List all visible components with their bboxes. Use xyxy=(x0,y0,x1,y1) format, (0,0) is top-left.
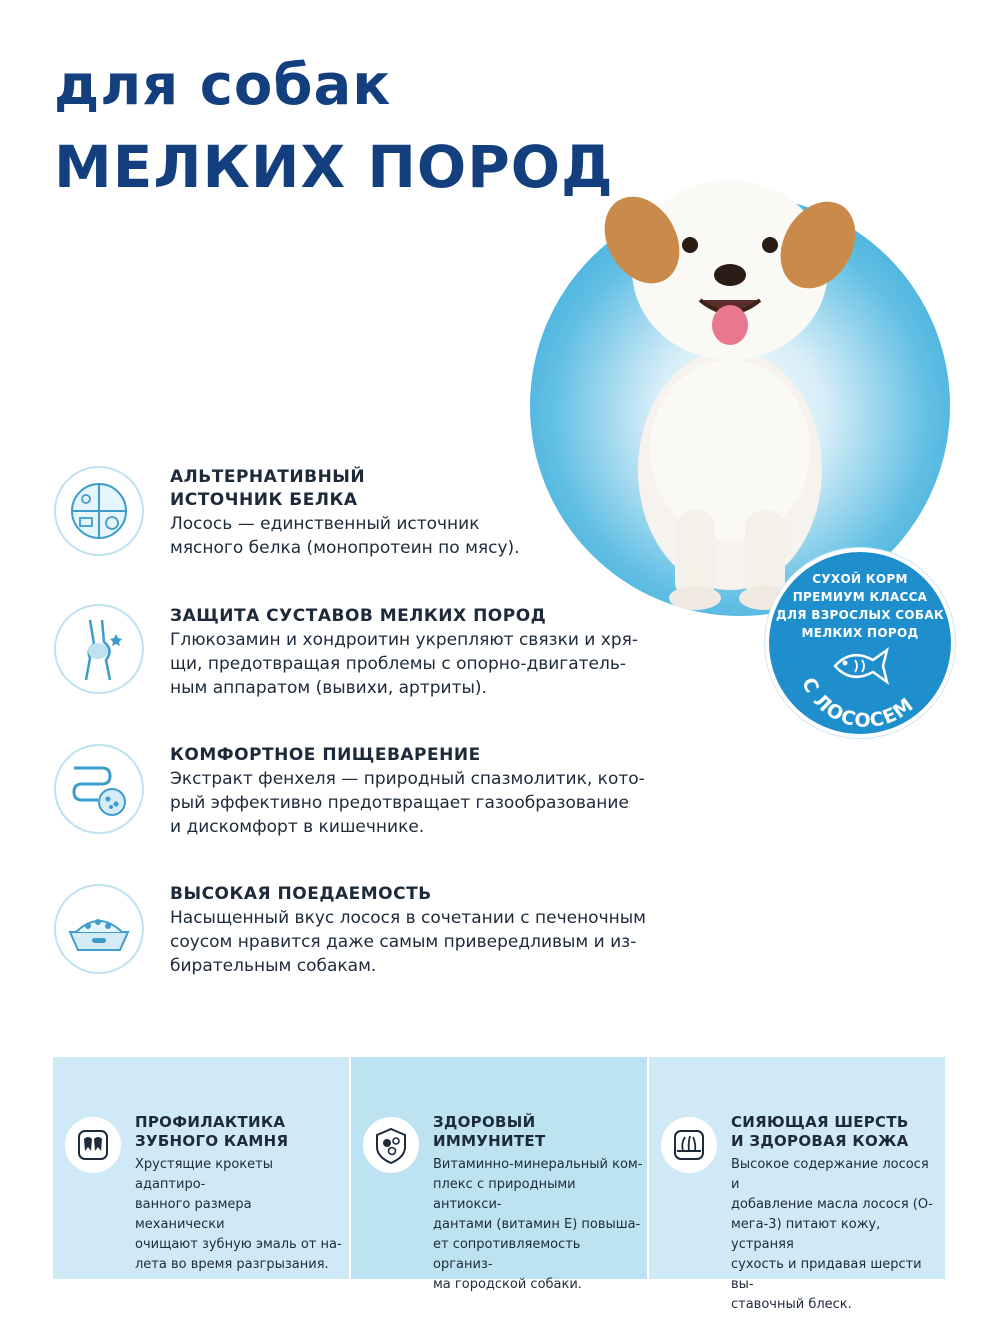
benefit-2-title xyxy=(433,1113,546,1151)
immunity-icon xyxy=(363,1117,419,1173)
benefit-2-title-line-2: ИММУНИТЕТ xyxy=(433,1132,546,1150)
benefit-2-text xyxy=(433,1155,643,1295)
badge-line-4: МЕЛКИХ ПОРОД xyxy=(801,626,919,640)
benefit-3-title-line-2: И ЗДОРОВАЯ КОЖА xyxy=(731,1132,909,1150)
benefit-2-text-line-4: ет сопротивляемость организ- xyxy=(433,1237,581,1272)
feature-2-text-line-3: ным аппаратом (вывихи, артриты). xyxy=(170,678,487,698)
benefits-panel xyxy=(53,1057,945,1312)
benefit-column-teeth xyxy=(53,1057,349,1279)
feature-4-text-line-1: Насыщенный вкус лосося в сочетании с печеночным xyxy=(170,908,646,928)
dog-illustration xyxy=(580,150,880,610)
feature-3-text-line-3: и дискомфорт в кишечнике. xyxy=(170,817,425,837)
feature-1-text-line-1: Лосось — единственный источник xyxy=(170,514,480,534)
feature-4-text-line-2: соусом нравится даже самым привередливым и из- xyxy=(170,932,637,952)
feature-1-title-line-2: ИСТОЧНИК БЕЛКА xyxy=(170,490,358,510)
feature-2-text-line-1: Глюкозамин и хондроитин укрепляют связки и хря- xyxy=(170,630,638,650)
svg-text:С ЛОСОСЕМ xyxy=(797,674,918,732)
benefit-1-text-line-3: очищают зубную эмаль от на- xyxy=(135,1237,342,1252)
badge-line-1: СУХОЙ КОРМ xyxy=(812,572,908,586)
feature-3-text-line-2: рый эффективно предотвращает газообразование xyxy=(170,793,629,813)
benefit-1-text xyxy=(135,1155,345,1275)
feature-3-title: КОМФОРТНОЕ ПИЩЕВАРЕНИЕ xyxy=(170,745,481,765)
benefit-2-title-line-1: ЗДОРОВЫЙ xyxy=(433,1113,536,1131)
feature-3-text-line-1: Экстракт фенхеля — природный спазмолитик, кото- xyxy=(170,769,645,789)
product-badge xyxy=(765,548,955,738)
benefit-1-title-line-1: ПРОФИЛАКТИКА xyxy=(135,1113,286,1131)
benefit-3-title xyxy=(731,1113,909,1151)
benefit-column-hair xyxy=(649,1057,945,1312)
feature-4-text-line-3: бирательным собакам. xyxy=(170,956,377,976)
benefit-1-text-line-1: Хрустящие крокеты адаптиро- xyxy=(135,1157,273,1192)
title-line-2: МЕЛКИХ ПОРОД xyxy=(54,133,614,201)
knee-joint-icon xyxy=(54,604,144,694)
food-bowl-icon xyxy=(54,884,144,974)
benefit-2-text-line-3: дантами (витамин Е) повыша- xyxy=(433,1217,641,1232)
badge-arc-label xyxy=(769,552,951,734)
benefit-2-text-line-5: ма городской собаки. xyxy=(433,1277,582,1292)
benefit-column-immunity xyxy=(351,1057,647,1292)
benefit-3-text-line-5: ставочный блеск. xyxy=(731,1297,852,1312)
benefit-2-text-line-2: плекс с природными антиокси- xyxy=(433,1177,576,1212)
badge-line-2: ПРЕМИУМ КЛАССА xyxy=(792,590,928,604)
feature-2-text-line-2: щи, предотвращая проблемы с опорно-двигатель- xyxy=(170,654,627,674)
badge-arc-text: С ЛОСОСЕМ xyxy=(797,674,919,733)
teeth-icon xyxy=(65,1117,121,1173)
benefit-3-text xyxy=(731,1155,941,1315)
benefit-3-text-line-2: добавление масла лосося (О- xyxy=(731,1197,933,1212)
benefit-3-text-line-4: сухость и придавая шерсти вы- xyxy=(731,1257,922,1292)
title-line-1: для собак xyxy=(54,53,392,118)
benefit-3-title-line-1: СИЯЮЩАЯ ШЕРСТЬ xyxy=(731,1113,909,1131)
feature-2-title: ЗАЩИТА СУСТАВОВ МЕЛКИХ ПОРОД xyxy=(170,606,547,626)
intestine-icon xyxy=(54,744,144,834)
benefit-1-text-line-2: ванного размера механически xyxy=(135,1197,252,1232)
hair-skin-icon xyxy=(661,1117,717,1173)
feature-1-title-line-1: АЛЬТЕРНАТИВНЫЙ xyxy=(170,467,366,487)
benefit-1-title xyxy=(135,1113,288,1151)
feature-4-title: ВЫСОКАЯ ПОЕДАЕМОСТЬ xyxy=(170,884,432,904)
feature-1-text-line-2: мясного белка (монопротеин по мясу). xyxy=(170,538,520,558)
badge-line-3: ДЛЯ ВЗРОСЛЫХ СОБАК xyxy=(775,608,945,622)
benefit-3-text-line-3: мега-3) питают кожу, устраняя xyxy=(731,1217,881,1252)
benefit-1-text-line-4: лета во время разгрызания. xyxy=(135,1257,329,1272)
benefit-3-text-line-1: Высокое содержание лосося и xyxy=(731,1157,929,1192)
benefit-2-text-line-1: Витаминно-минеральный ком- xyxy=(433,1157,643,1172)
protein-plate-icon xyxy=(54,466,144,556)
benefit-1-title-line-2: ЗУБНОГО КАМНЯ xyxy=(135,1132,289,1150)
